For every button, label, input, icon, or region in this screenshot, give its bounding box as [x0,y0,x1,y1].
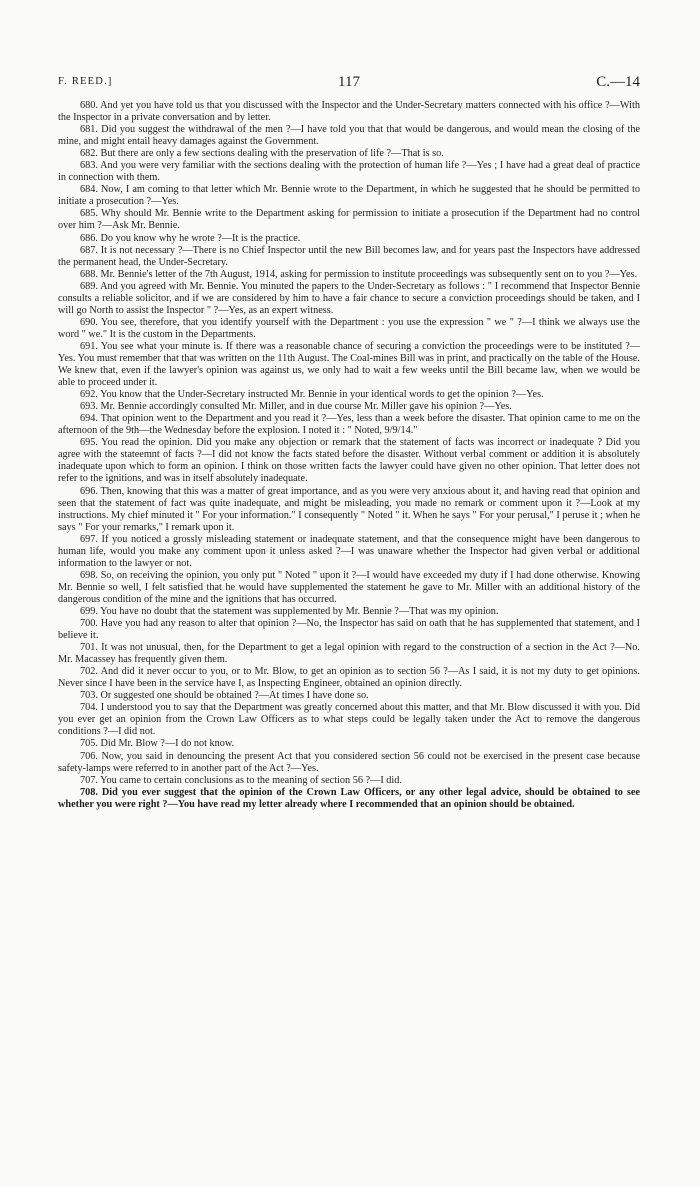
paragraph-699: 699. You have no doubt that the statement was supplemented by Mr. Bennie ?—That was my opinion. [80,605,499,617]
paragraph-694: 694. That opinion went to the Department and you read it ?—Yes, less than a week before the disaster. That opinion came to me on the afternoon of the 9th—the Wednesday before the explosion. I noted it : " Noted, 9/9/14." [58,413,640,437]
paragraph-690: 690. You see, therefore, that you identify yourself with the Department : you use the expression " we " ?—I think we always use the word " we." It is the custom in the Departments. [58,316,640,340]
paragraph-704: 704. I understood you to say that the Department was greatly concerned about this matter, and that Mr. Blow discussed it with you. Did you ever get an opinion from the Crown Law Officers as to what steps could be legally taken under the Act to remove the dangerous conditions ?—I did not. [58,702,640,738]
paragraph-682: 682. But there are only a few sections dealing with the preservation of life ?—That is so. [80,148,444,160]
page-number: 117 [338,74,360,90]
paragraph-689: 689. And you agreed with Mr. Bennie. You minuted the papers to the Under-Secretary as follows : " I recommend that Inspector Bennie consults a reliable solicitor, and if we are considered by him to have a fair chance to secure a conviction proceedings should be taken, and I will go North to assist the Inspector " ?—Yes, as an expert witness. [58,280,640,316]
paragraph-691: 691. You see what your minute is. If there was a reasonable chance of securing a conviction the proceedings were to be instituted ?—Yes. You must remember that that was written on the 11th August. The Coal-mines Bill was in print, and practically on the table of the House. We knew that, even if the lawyer's opinion was against us, we only had to wait a few weeks until the Bill became law, when we would be able to proceed under it. [58,340,640,389]
paragraph-680: 680. And yet you have told us that you discussed with the Inspector and the Under-Secretary matters connected with his office ?—With the Inspector in a private conversation and by letter. [58,100,640,124]
paragraph-708: 708. Did you ever suggest that the opinion of the Crown Law Officers, or any other legal advice, should be obtained to see whether you were right ?—You have read my letter already where I recommended that an opinion should be obtained. [58,786,640,810]
paragraph-692: 692. You know that the Under-Secretary instructed Mr. Bennie in your identical words to get the opinion ?—Yes. [80,389,544,401]
page-header [58,74,640,94]
paragraph-705: 705. Did Mr. Blow ?—I do not know. [80,738,235,750]
paragraph-697: 697. If you noticed a grossly misleading statement or inadequate statement, and that the consequence might have been dangerous to human life, would you make any comment upon it unless asked ?—I was unaware whether the Inspector had given verbal or additional information to the lawyer or not. [58,533,640,569]
paragraph-707: 707. You came to certain conclusions as to the meaning of section 56 ?—I did. [80,774,402,786]
paragraph-695: 695. You read the opinion. Did you make any objection or remark that the statement of facts was incorrect or inadequate ? Did you agree with the stateemnt of facts ?—I did not know the facts stated before the disaster. Without verbal comment or addition it is absolutely inadequate upon which to form an opinion. I think on those written facts the lawyer could have given no other opinion. That letter does not refer to the ignitions, and was in itself absolutely inadequate. [58,437,640,485]
paragraph-688: 688. Mr. Bennie's letter of the 7th August, 1914, asking for permission to institute proceedings was subsequently sent on to you ?—Yes. [80,268,638,280]
paragraph-703: 703. Or suggested one should be obtained ?—At times I have done so. [80,690,369,702]
paragraph-683: 683. And you were very familiar with the sections dealing with the protection of human life ?—Yes ; I have had a great deal of practice in connection with them. [58,160,640,184]
paragraph-698: 698. So, on receiving the opinion, you only put " Noted " upon it ?—I would have exceeded my duty if I had done otherwise. Knowing Mr. Bennie so well, I felt satisfied that he would have supplemented the statement he gave to Mr. Miller with an additional history of the dangerous condition of the mine and the ignitions that has occurred. [58,569,640,605]
paragraph-700: 700. Have you had any reason to alter that opinion ?—No, the Inspector has said on oath that he has supplemented that statement, and I believe it. [58,618,640,642]
paragraph-681: 681. Did you suggest the withdrawal of the men ?—I have told you that that would be dangerous, and would mean the closing of the mine, and might entail heavy damages against the Government. [58,124,640,148]
paragraph-685: 685. Why should Mr. Bennie write to the Department asking for permission to initiate a prosecution if the Department had no control over him ?—Ask Mr. Bennie. [58,208,640,232]
paragraph-701: 701. It was not unusual, then, for the Department to get a legal opinion with regard to the construction of a section in the Act ?—No. Mr. Macassey has frequently given them. [58,642,640,666]
document-reference: C.—14 [596,74,640,90]
paragraph-686: 686. Do you know why he wrote ?—It is the practice. [80,232,301,244]
paragraph-687: 687. It is not necessary ?—There is no Chief Inspector until the new Bill becomes law, and for years past the Inspectors have addressed the permanent head, the Under-Secretary. [58,244,640,268]
paragraph-696: 696. Then, knowing that this was a matter of great importance, and as you were very anxious about it, and having read that opinion and seen that the statement of fact was quite inadequate, and might be misleading, you made no remark or comment upon it ?—Look at my instructions. My chief minuted it " For your information." I consequently " Noted " it. When he says " For your perusal," I peruse it ; when he says " For your remarks," I remark upon it. [58,485,640,533]
header-witness-name: F. REED.] [58,76,113,87]
paragraph-706: 706. Now, you said in denouncing the present Act that you considered section 56 could not be exercised in the present case because safety-lamps were referred to in another part of the Act ?—Yes. [58,750,640,774]
transcript-body [58,100,640,811]
paragraph-702: 702. And did it never occur to you, or to Mr. Blow, to get an opinion as to section 56 ?—As I said, it is not my duty to get opinions. Never since I have been in the service have I, as Inspecting Engineer, obtained an opinion directly. [58,666,640,690]
paragraph-684: 684. Now, I am coming to that letter which Mr. Bennie wrote to the Department, in which he suggested that he should be permitted to initiate a prosecution ?—Yes. [58,184,640,208]
paragraph-693: 693. Mr. Bennie accordingly consulted Mr. Miller, and in due course Mr. Miller gave his opinion ?—Yes. [80,401,512,413]
